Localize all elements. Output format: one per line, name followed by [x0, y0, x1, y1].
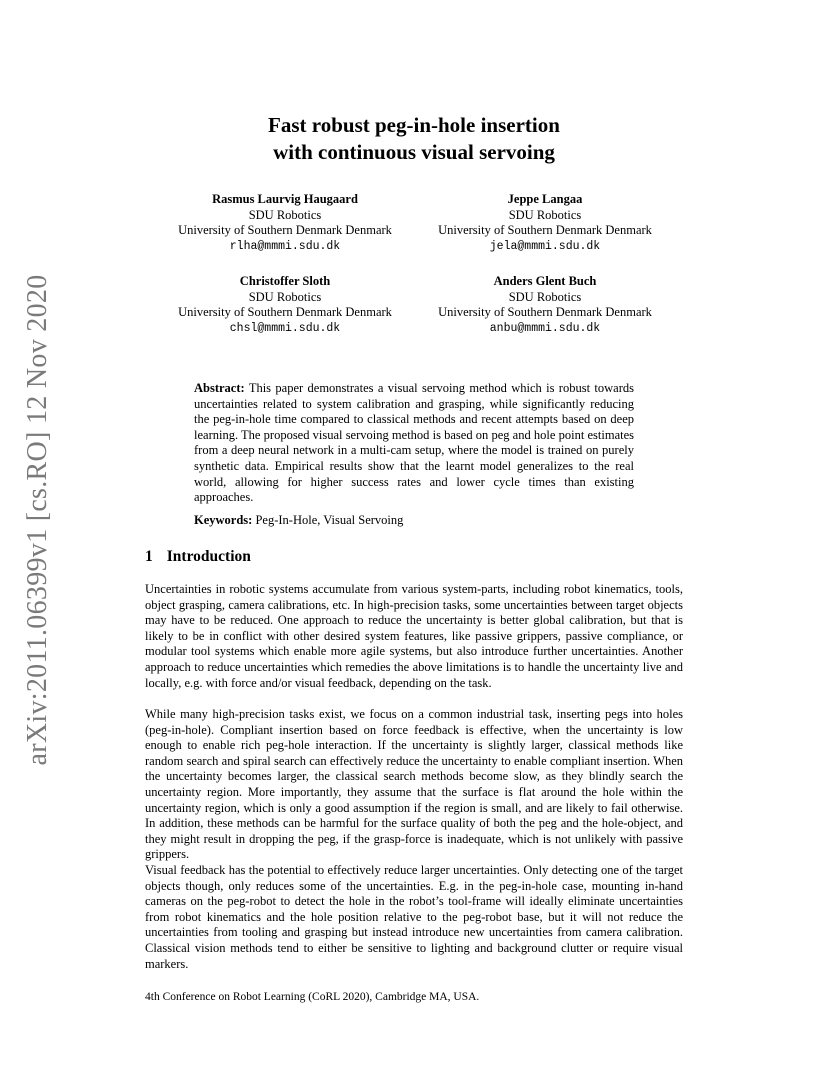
title-line-2: with continuous visual servoing: [273, 140, 555, 164]
section-title: Introduction: [166, 548, 251, 565]
author-university: University of Southern Denmark Denmark: [178, 223, 392, 237]
section-heading: [145, 548, 251, 566]
author-email: anbu@mmmi.sdu.dk: [489, 321, 601, 335]
author-email: jela@mmmi.sdu.dk: [489, 239, 601, 253]
abstract: [194, 381, 634, 506]
author-name: Anders Glent Buch: [493, 274, 597, 288]
author-affiliation: SDU Robotics: [508, 289, 582, 304]
author-affiliation: SDU Robotics: [248, 207, 322, 222]
author-affiliation: SDU Robotics: [248, 289, 322, 304]
author-email: rlha@mmmi.sdu.dk: [229, 239, 341, 253]
author-university: University of Southern Denmark Denmark: [178, 305, 392, 319]
author-email: chsl@mmmi.sdu.dk: [229, 321, 341, 335]
arxiv-stamp: [18, 274, 58, 766]
section-number: 1: [145, 548, 153, 565]
author-block: [150, 192, 420, 254]
author-block: [410, 192, 680, 254]
arxiv-stamp-text: arXiv:2011.06399v1 [cs.RO] 12 Nov 2020: [22, 274, 53, 766]
paragraph: Uncertainties in robotic systems accumulate from various system-parts, including robot kinematics, tools, object grasping, camera calibrations, etc. In high-precision tasks, some uncertainties between target objects may have to be reduced. One approach to reduce the uncertainty is better global calibration, but that is likely to be in conflict with other desired system features, like passive grippers, passive compliance, or modular tool systems which enable more agile systems, but also introduce further uncertainties. Another approach to reduce uncertainties which remedies the above limitations is to handle the uncertainty live and locally, e.g. with force and/or visual feedback, depending on the task.: [145, 582, 683, 690]
author-block: [150, 274, 420, 336]
keywords-text: Peg-In-Hole, Visual Servoing: [255, 513, 404, 527]
title-line-1: Fast robust peg-in-hole insertion: [268, 113, 560, 137]
keywords: [194, 513, 634, 529]
author-university: University of Southern Denmark Denmark: [438, 305, 652, 319]
abstract-text: This paper demonstrates a visual servoing method which is robust towards uncertainties related to system calibration and grasping, while significantly reducing the peg-in-hole time compared to classical methods and recent attempts based on deep learning. The proposed visual servoing method is based on peg and hole point estimates from a deep neural network in a multi-cam setup, where the model is trained on purely synthetic data. Empirical results show that the learnt model generalizes to the real world, allowing for higher success rates and lower cycle times than existing approaches.: [194, 381, 634, 505]
author-name: Rasmus Laurvig Haugaard: [212, 192, 358, 206]
paragraph: While many high-precision tasks exist, we focus on a common industrial task, inserting pegs into holes (peg-in-hole). Compliant insertion based on force feedback is effective, when the uncertainty is low enough to enable rich peg-hole interaction. If the uncertainty is slightly larger, classical methods like random search and spiral search can effectively reduce the uncertainty to enable compliant insertion. When the uncertainty becomes larger, the classical search methods become slow, as they blindly search the uncertainty region. More importantly, they assume that the surface is flat around the hole within the uncertainty region, which is only a good assumption if the region is small, and are likely to fail otherwise. In addition, these methods can be harmful for the surface quality of both the peg and the hole-object, and they might result in dropping the peg, if the grasp-force is inadequate, which is not unlikely with passive grippers.: [145, 707, 683, 862]
paragraph: Visual feedback has the potential to effectively reduce larger uncertainties. Only detecting one of the target objects though, only reduces some of the uncertainties. E.g. in the peg-in-hole case, mounting in-hand cameras on the peg-robot to detect the hole in the robot’s tool-frame will ideally eliminate uncertainties from robot kinematics and the hole position relative to the peg-robot base, but it will not reduce the uncertainties from tooling and grasping but instead introduce new uncertainties from camera calibration. Classical vision methods tend to either be sensitive to lighting and background clutter or require visual markers.: [145, 863, 683, 971]
author-university: University of Southern Denmark Denmark: [438, 223, 652, 237]
author-name: Jeppe Langaa: [507, 192, 583, 206]
footer-note: 4th Conference on Robot Learning (CoRL 2020), Cambridge MA, USA.: [145, 991, 480, 1003]
paper-title: [0, 112, 828, 166]
author-affiliation: SDU Robotics: [508, 207, 582, 222]
abstract-label: Abstract:: [194, 381, 245, 395]
keywords-label: Keywords:: [194, 513, 253, 527]
author-block: [410, 274, 680, 336]
author-name: Christoffer Sloth: [239, 274, 331, 288]
